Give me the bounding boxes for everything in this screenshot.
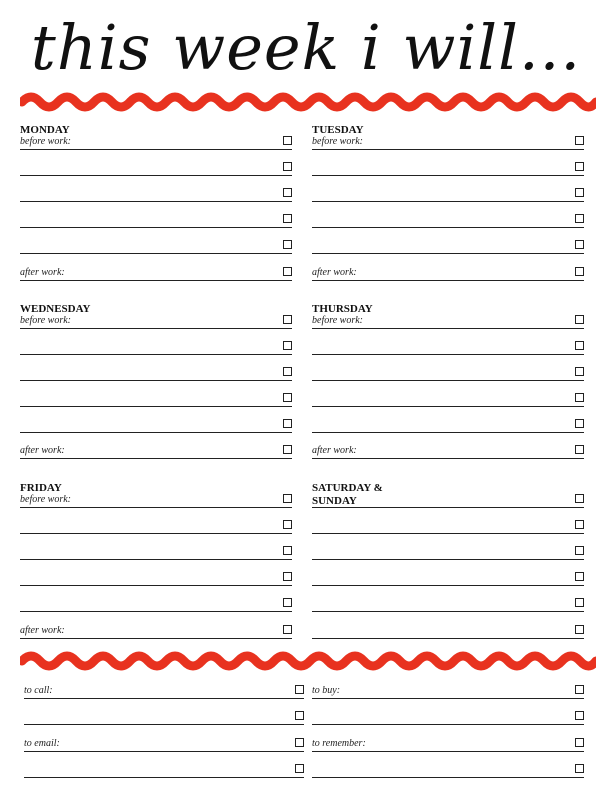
task-checkbox[interactable] xyxy=(283,214,292,223)
before-work-label: before work: xyxy=(312,136,364,147)
to-email-label: to email: xyxy=(24,738,60,749)
task-row[interactable] xyxy=(312,567,584,586)
top-wave-divider xyxy=(20,89,596,115)
task-checkbox[interactable] xyxy=(575,214,584,223)
task-checkbox[interactable] xyxy=(283,267,292,276)
task-checkbox[interactable] xyxy=(283,136,292,145)
task-checkbox[interactable] xyxy=(575,136,584,145)
day-heading-tuesday: TUESDAY xyxy=(312,124,364,136)
task-checkbox[interactable] xyxy=(295,738,304,747)
task-row[interactable] xyxy=(312,593,584,612)
task-row[interactable] xyxy=(312,235,584,254)
task-row[interactable] xyxy=(20,209,292,228)
task-row[interactable] xyxy=(312,209,584,228)
task-checkbox[interactable] xyxy=(575,367,584,376)
task-row[interactable] xyxy=(20,157,292,176)
friday-section xyxy=(20,482,292,642)
task-checkbox[interactable] xyxy=(575,598,584,607)
task-checkbox[interactable] xyxy=(575,520,584,529)
task-checkbox[interactable] xyxy=(283,315,292,324)
task-checkbox[interactable] xyxy=(295,711,304,720)
task-checkbox[interactable] xyxy=(283,546,292,555)
task-checkbox[interactable] xyxy=(575,419,584,428)
task-checkbox[interactable] xyxy=(575,315,584,324)
task-checkbox[interactable] xyxy=(575,738,584,747)
day-heading-friday: FRIDAY xyxy=(20,482,62,494)
to-call-row[interactable] xyxy=(24,680,304,699)
task-checkbox[interactable] xyxy=(295,764,304,773)
task-row[interactable] xyxy=(20,515,292,534)
task-row[interactable] xyxy=(20,620,292,639)
task-row[interactable] xyxy=(312,183,584,202)
task-checkbox[interactable] xyxy=(575,162,584,171)
bottom-wave-divider xyxy=(20,648,596,674)
before-work-label: before work: xyxy=(20,136,72,147)
task-row[interactable] xyxy=(312,362,584,381)
task-row[interactable] xyxy=(20,541,292,560)
task-checkbox[interactable] xyxy=(283,445,292,454)
task-row[interactable] xyxy=(24,759,304,778)
task-checkbox[interactable] xyxy=(283,520,292,529)
task-checkbox[interactable] xyxy=(283,419,292,428)
task-row[interactable] xyxy=(312,310,584,329)
task-checkbox[interactable] xyxy=(575,341,584,350)
task-row[interactable] xyxy=(312,706,584,725)
task-row[interactable] xyxy=(312,489,584,508)
task-checkbox[interactable] xyxy=(283,341,292,350)
task-row[interactable] xyxy=(20,362,292,381)
after-work-label: after work: xyxy=(20,267,65,278)
after-work-label: after work: xyxy=(312,267,357,278)
task-checkbox[interactable] xyxy=(283,393,292,402)
to-buy-label: to buy: xyxy=(312,685,341,696)
task-checkbox[interactable] xyxy=(575,188,584,197)
task-row[interactable] xyxy=(20,567,292,586)
wednesday-section xyxy=(20,303,292,463)
task-row[interactable] xyxy=(312,440,584,459)
call-email-section xyxy=(24,680,304,780)
task-checkbox[interactable] xyxy=(283,494,292,503)
before-work-label: before work: xyxy=(312,315,364,326)
after-work-label: after work: xyxy=(20,445,65,456)
task-row[interactable] xyxy=(312,759,584,778)
task-row[interactable] xyxy=(20,388,292,407)
task-checkbox[interactable] xyxy=(575,711,584,720)
day-heading-monday: MONDAY xyxy=(20,124,70,136)
task-row[interactable] xyxy=(312,131,584,150)
task-row[interactable] xyxy=(20,414,292,433)
task-checkbox[interactable] xyxy=(283,188,292,197)
to-email-row[interactable] xyxy=(24,733,304,752)
monday-section xyxy=(20,124,292,284)
task-checkbox[interactable] xyxy=(295,685,304,694)
to-call-label: to call: xyxy=(24,685,53,696)
task-row[interactable] xyxy=(20,183,292,202)
after-work-label: after work: xyxy=(20,625,65,636)
task-checkbox[interactable] xyxy=(283,162,292,171)
day-heading-wednesday: WEDNESDAY xyxy=(20,303,91,315)
before-work-label: before work: xyxy=(20,315,72,326)
task-checkbox[interactable] xyxy=(575,685,584,694)
to-buy-row[interactable] xyxy=(312,680,584,699)
task-row[interactable] xyxy=(312,515,584,534)
task-checkbox[interactable] xyxy=(283,240,292,249)
task-row[interactable] xyxy=(20,593,292,612)
task-row[interactable] xyxy=(312,388,584,407)
task-checkbox[interactable] xyxy=(575,764,584,773)
task-row[interactable] xyxy=(312,336,584,355)
task-row[interactable] xyxy=(312,541,584,560)
task-row[interactable] xyxy=(24,706,304,725)
day-heading-weekend: SATURDAY & SUNDAY xyxy=(312,482,383,507)
task-row[interactable] xyxy=(312,262,584,281)
task-row[interactable] xyxy=(20,131,292,150)
task-row[interactable] xyxy=(20,489,292,508)
task-row[interactable] xyxy=(312,414,584,433)
to-remember-label: to remember: xyxy=(312,738,366,749)
task-checkbox[interactable] xyxy=(575,267,584,276)
day-heading-thursday: THURSDAY xyxy=(312,303,373,315)
task-checkbox[interactable] xyxy=(283,572,292,581)
task-row[interactable] xyxy=(312,157,584,176)
task-checkbox[interactable] xyxy=(283,625,292,634)
task-row[interactable] xyxy=(20,336,292,355)
task-checkbox[interactable] xyxy=(283,367,292,376)
task-checkbox[interactable] xyxy=(575,240,584,249)
task-checkbox[interactable] xyxy=(575,494,584,503)
task-checkbox[interactable] xyxy=(575,625,584,634)
to-remember-row[interactable] xyxy=(312,733,584,752)
before-work-label: before work: xyxy=(20,494,72,505)
task-checkbox[interactable] xyxy=(575,546,584,555)
task-row[interactable] xyxy=(20,235,292,254)
thursday-section xyxy=(312,303,584,463)
task-checkbox[interactable] xyxy=(575,572,584,581)
after-work-label: after work: xyxy=(312,445,357,456)
task-row[interactable] xyxy=(20,310,292,329)
tuesday-section xyxy=(312,124,584,284)
task-checkbox[interactable] xyxy=(283,598,292,607)
page-title: this week i will... xyxy=(30,11,582,84)
task-row[interactable] xyxy=(312,620,584,639)
task-checkbox[interactable] xyxy=(575,445,584,454)
task-row[interactable] xyxy=(20,262,292,281)
task-row[interactable] xyxy=(20,440,292,459)
task-checkbox[interactable] xyxy=(575,393,584,402)
weekend-section xyxy=(312,482,584,642)
buy-remember-section xyxy=(312,680,584,780)
